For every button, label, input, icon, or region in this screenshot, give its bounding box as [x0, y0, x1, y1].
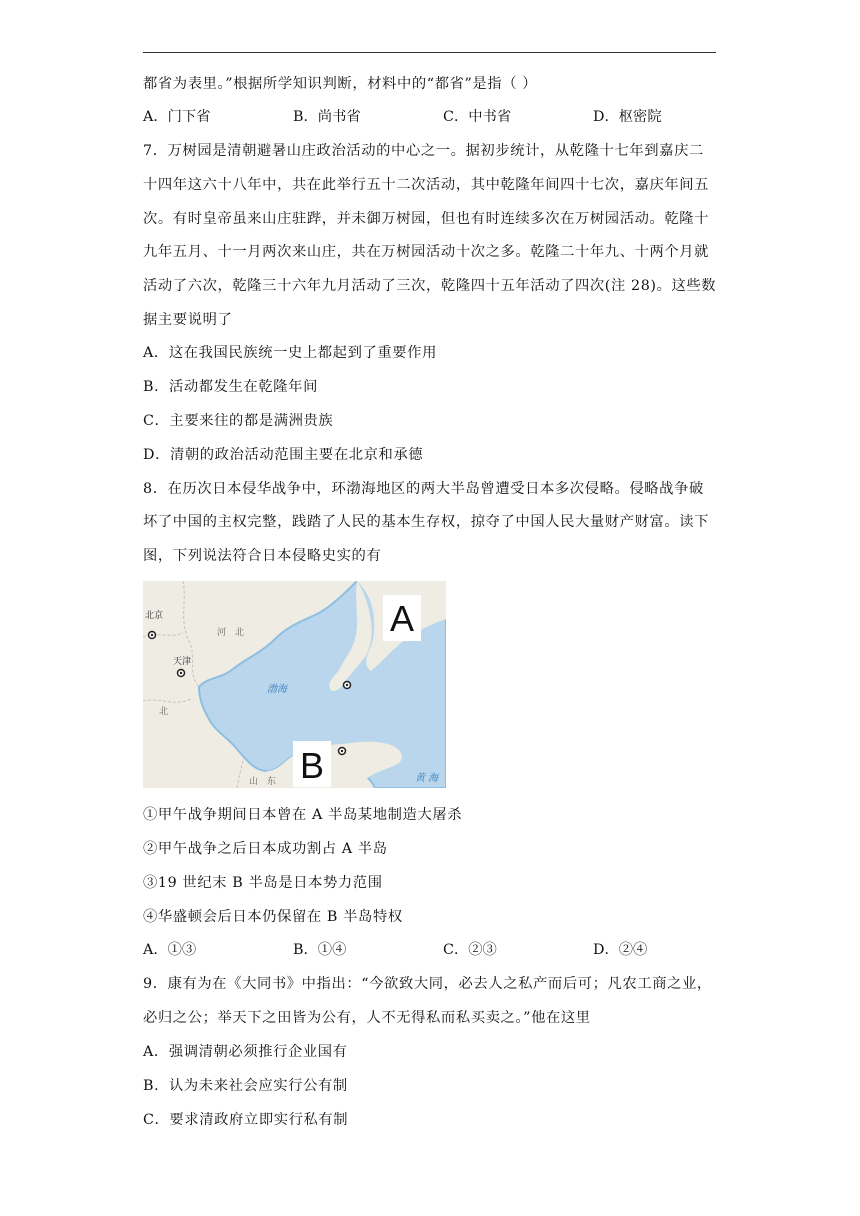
q8-stem-line-1: 8．在历次日本侵华战争中，环渤海地区的两大半岛曾遭受日本多次侵略。侵略战争破: [143, 481, 704, 497]
q6-option-c[interactable]: C．中书省: [443, 109, 512, 125]
q7-stem-line-2: 十四年这六十八年中，共在此举行五十二次活动，其中乾隆年间四十七次，嘉庆年间五: [143, 177, 710, 193]
q7-option-a[interactable]: A．这在我国民族统一史上都起到了重要作用: [143, 345, 437, 361]
q6-option-b[interactable]: B．尚书省: [293, 109, 361, 125]
map-label-huanghai: 黄 海: [415, 773, 439, 784]
q8-option-c[interactable]: C．②③: [443, 942, 497, 958]
q7-option-d[interactable]: D．清朝的政治活动范围主要在北京和承德: [143, 447, 424, 463]
q8-option-a[interactable]: A．①③: [143, 942, 197, 958]
q8-statement-4: ④华盛顿会后日本仍保留在 B 半岛特权: [143, 909, 403, 925]
map-label-a: A: [389, 598, 415, 639]
map-label-shandong: 山 东: [249, 777, 277, 787]
q8-statement-2: ②甲午战争之后日本成功割占 A 半岛: [143, 841, 388, 857]
q6-option-a[interactable]: A．门下省: [143, 109, 211, 125]
q7-stem-line-1: 7．万树园是清朝避暑山庄政治活动的中心之一。据初步统计，从乾隆十七年到嘉庆二: [143, 143, 704, 159]
q9-option-b[interactable]: B．认为未来社会应实行公有制: [143, 1078, 348, 1094]
q7-stem-line-3: 次。有时皇帝虽来山庄驻跸，并未御万树园，但也有时连续多次在万树园活动。乾隆十: [143, 211, 710, 227]
header-rule: [143, 52, 716, 53]
map-label-tianjin: 天津: [173, 657, 192, 667]
q8-stem-line-2: 坏了中国的主权完整，践踏了人民的基本生存权，掠夺了中国人民大量财产财富。读下: [143, 514, 710, 530]
map-label-b: B: [299, 745, 325, 786]
q6-stem-continuation: 都省为表里。”根据所学知识判断，材料中的“都省”是指（ ）: [143, 76, 538, 92]
map-label-hebei-2: 北: [159, 707, 169, 717]
q6-option-d[interactable]: D．枢密院: [593, 109, 662, 125]
q9-stem-line-1: 9．康有为在《大同书》中指出：“今欲致大同，必去人之私产而后可；凡农工商之业，: [143, 976, 712, 992]
q9-option-c[interactable]: C．要求清政府立即实行私有制: [143, 1112, 349, 1128]
q8-statement-1: ①甲午战争期间日本曾在 A 半岛某地制造大屠杀: [143, 807, 463, 823]
q9-option-a[interactable]: A．强调清朝必须推行企业国有: [143, 1044, 348, 1060]
q8-stem-line-3: 图，下列说法符合日本侵略史实的有: [143, 548, 382, 564]
map-label-bohai: 渤海: [267, 684, 287, 695]
q7-stem-line-4: 九年五月、十一月两次来山庄，共在万树园活动十次之多。乾隆二十年九、十两个月就: [143, 244, 710, 260]
q9-stem-line-2: 必归之公；举天下之田皆为公有，人不无得私而私买卖之。”他在这里: [143, 1010, 591, 1026]
q7-stem-line-5: 活动了六次，乾隆三十六年九月活动了三次，乾隆四十五年活动了四次(注 28)。这些数: [143, 278, 717, 294]
map-label-beijing: 北京: [145, 611, 164, 621]
q7-option-b[interactable]: B．活动都发生在乾隆年间: [143, 379, 318, 395]
bohai-region-map: [143, 581, 446, 788]
map-label-hebei-1: 河 北: [217, 628, 245, 638]
q8-statement-3: ③19 世纪末 B 半岛是日本势力范围: [143, 875, 383, 891]
q8-option-b[interactable]: B．①④: [293, 942, 347, 958]
q8-option-d[interactable]: D．②④: [593, 942, 648, 958]
q7-stem-line-6: 据主要说明了: [143, 312, 233, 328]
q7-option-c[interactable]: C．主要来往的都是满洲贵族: [143, 413, 334, 429]
